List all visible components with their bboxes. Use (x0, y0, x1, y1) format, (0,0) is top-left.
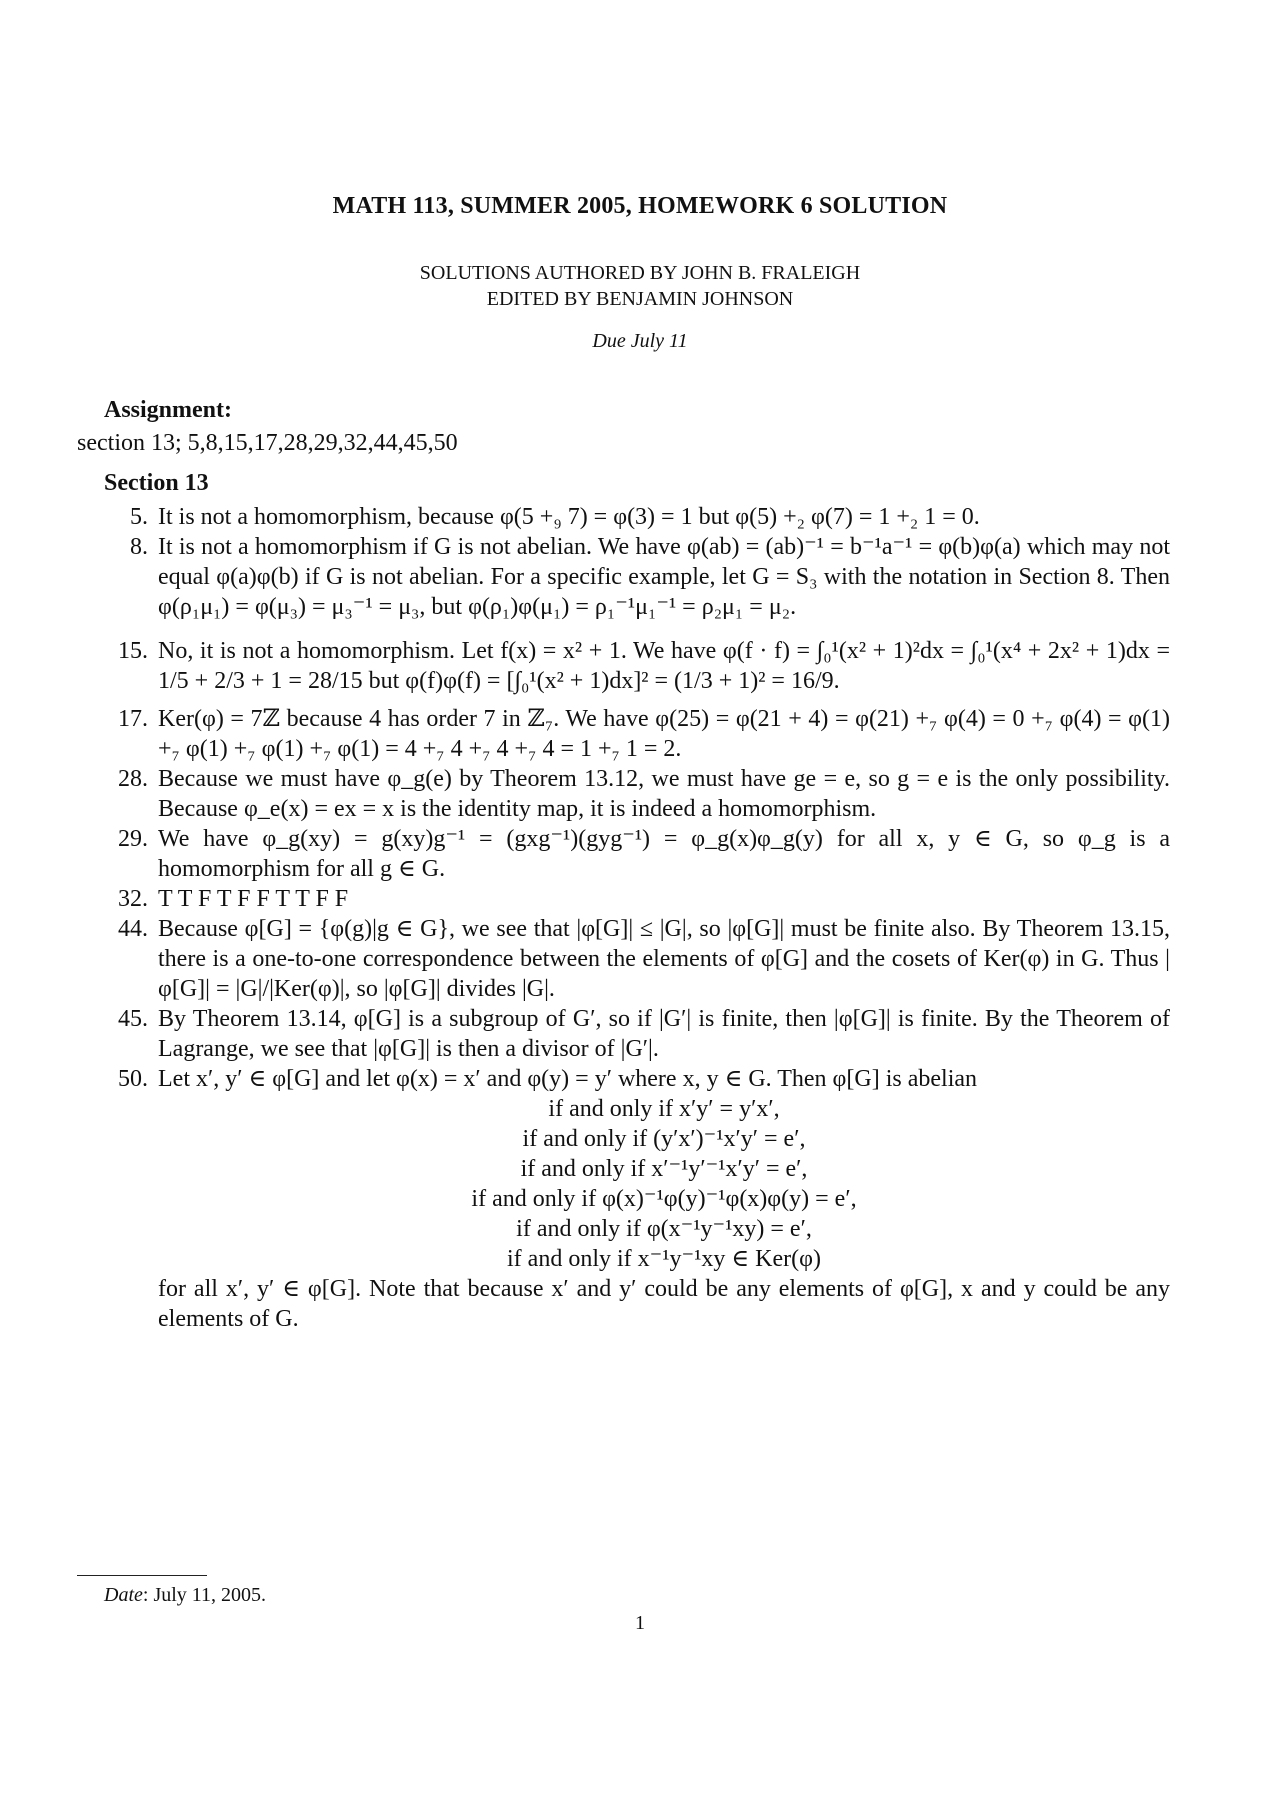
problem-text: T T F T F F T T F F (158, 886, 349, 912)
problem-list (104, 502, 1170, 1334)
equivalence-line: if and only if φ(x⁻¹y⁻¹xy) = e′, (516, 1216, 812, 1242)
problem-50-conclusion: for all x′, y′ ∈ φ[G]. Note that because x′ and y′ could be any elements of φ[G], x and y could be any elements of G. (158, 1276, 1170, 1332)
problem-text: Ker(φ) = 7ℤ because 4 has order 7 in ℤ₇. We have φ(25) = φ(21 + 4) = φ(21) +₇ φ(4) = 0 +₇ φ(4) = φ(1) +₇ φ(1) +₇ φ(1) +₇ φ(1) = 4 +₇ 4 +₇ 4 +₇ 4 = 1 +₇ 1 = 2. (158, 706, 1170, 762)
equivalence-line: if and only if (y′x′)⁻¹x′y′ = e′, (522, 1126, 806, 1152)
problem-number: 15. (118, 638, 148, 664)
problem-number: 28. (118, 766, 148, 792)
problem-17 (104, 704, 1170, 764)
problem-50-intro: Let x′, y′ ∈ φ[G] and let φ(x) = x′ and φ(y) = y′ where x, y ∈ G. Then φ[G] is abelian (158, 1066, 978, 1092)
problem-text: No, it is not a homomorphism. Let f(x) = x² + 1. We have φ(f · f) = ∫₀¹(x² + 1)²dx = ∫₀¹(x⁴ + 2x² + 1)dx = 1/5 + 2/3 + 1 = 28/15 but φ(f)φ(f) = [∫₀¹(x² + 1)dx]² = (1/3 + 1)² = 16/9. (158, 638, 1170, 694)
problem-number: 17. (118, 706, 148, 732)
authors-line-2: EDITED BY BENJAMIN JOHNSON (486, 288, 794, 310)
document-title: MATH 113, SUMMER 2005, HOMEWORK 6 SOLUTION (332, 193, 948, 219)
problem-number: 5. (130, 504, 148, 530)
equivalence-line: if and only if φ(x)⁻¹φ(y)⁻¹φ(x)φ(y) = e′, (471, 1186, 857, 1212)
assignment-heading: Assignment: (104, 397, 233, 423)
equivalence-line: if and only if x′⁻¹y′⁻¹x′y′ = e′, (520, 1156, 808, 1182)
problem-number: 44. (118, 916, 148, 942)
problem-text: We have φ_g(xy) = g(xy)g⁻¹ = (gxg⁻¹)(gyg⁻¹) = φ_g(x)φ_g(y) for all x, y ∈ G, so φ_g is a homomorphism for all g ∈ G. (158, 826, 1170, 882)
problem-number: 45. (118, 1006, 148, 1032)
problem-28 (104, 764, 1170, 824)
problem-text: Because φ[G] = {φ(g)|g ∈ G}, we see that |φ[G]| ≤ |G|, so |φ[G]| must be finite also. By Theorem 13.15, there is a one-to-one correspondence between the elements of φ[G] and the cosets of Ker(φ) in G. Thus |φ[G]| = |G|/|Ker(φ)|, so |φ[G]| divides |G|. (158, 916, 1170, 1002)
problem-29 (104, 824, 1170, 884)
authors-block (0, 260, 1280, 312)
problem-number: 29. (118, 826, 148, 852)
footnote-label: Date (104, 1584, 143, 1606)
problem-number: 50. (118, 1066, 148, 1092)
problem-number: 32. (118, 886, 148, 912)
problem-8 (104, 532, 1170, 622)
problem-45 (104, 1004, 1170, 1064)
problem-text: It is not a homomorphism if G is not abelian. We have φ(ab) = (ab)⁻¹ = b⁻¹a⁻¹ = φ(b)φ(a) which may not equal φ(a)φ(b) if G is not abelian. For a specific example, let G = S₃ with the notation in Section 8. Then φ(ρ₁μ₁) = φ(μ₃) = μ₃⁻¹ = μ₃, but φ(ρ₁)φ(μ₁) = ρ₁⁻¹μ₁⁻¹ = ρ₂μ₁ = μ₂. (158, 534, 1170, 620)
due-date: Due July 11 (592, 330, 688, 352)
problem-text: By Theorem 13.14, φ[G] is a subgroup of G′, so if |G′| is finite, then |φ[G]| is finite. By the Theorem of Lagrange, we see that |φ[G]| is then a divisor of |G′|. (158, 1006, 1170, 1062)
page-number: 1 (635, 1612, 645, 1634)
problem-50 (104, 1064, 1170, 1334)
problem-text: Because we must have φ_g(e) by Theorem 13.12, we must have ge = e, so g = e is the only possibility. Because φ_e(x) = ex = x is the identity map, it is indeed a homomorphism. (158, 766, 1170, 822)
problem-32 (104, 884, 1170, 914)
equivalence-chain (158, 1094, 1170, 1274)
section-heading: Section 13 (104, 470, 209, 496)
footnote-rule (77, 1575, 207, 1576)
problem-number: 8. (130, 534, 148, 560)
assignment-list: section 13; 5,8,15,17,28,29,32,44,45,50 (77, 430, 458, 456)
equivalence-line: if and only if x⁻¹y⁻¹xy ∈ Ker(φ) (507, 1246, 821, 1272)
footnote-text: : July 11, 2005. (142, 1584, 267, 1606)
footnote (104, 1584, 266, 1607)
problem-text: It is not a homomorphism, because φ(5 +₉ 7) = φ(3) = 1 but φ(5) +₂ φ(7) = 1 +₂ 1 = 0. (158, 504, 980, 530)
problem-15 (104, 636, 1170, 696)
problem-5 (104, 502, 1170, 532)
equivalence-line: if and only if x′y′ = y′x′, (548, 1096, 780, 1122)
authors-line-1: SOLUTIONS AUTHORED BY JOHN B. FRALEIGH (419, 262, 861, 284)
problem-44 (104, 914, 1170, 1004)
